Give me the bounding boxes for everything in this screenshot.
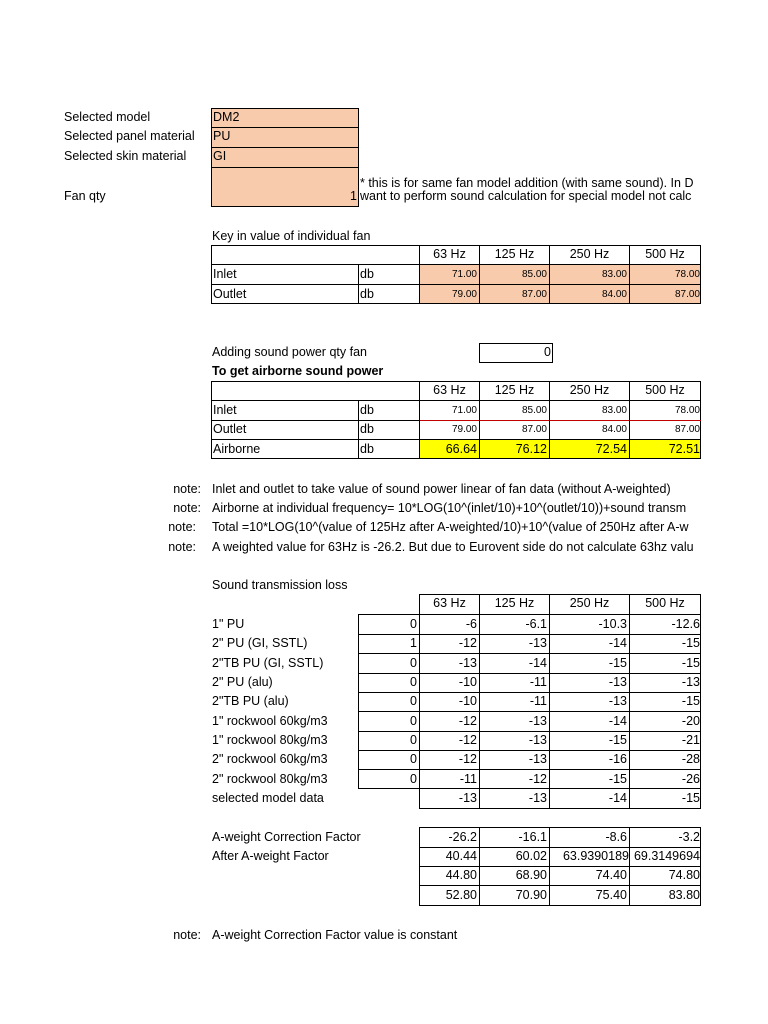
individual-fan-title: Key in value of individual fan (212, 229, 371, 243)
a-weight-cell: -8.6 (605, 830, 627, 844)
individual-inlet-500-input[interactable]: 78.00 (674, 269, 700, 280)
note-text: Inlet and outlet to take value of sound power linear of fan data (without A-weighted) (212, 482, 671, 496)
fan-qty-note-line2: want to perform sound calculation for special model not calc (360, 189, 692, 203)
transmission-cell: -13 (608, 694, 627, 708)
transmission-cell: -20 (681, 714, 700, 728)
transmission-flag-input[interactable]: 0 (410, 617, 417, 631)
transmission-cell: -14 (528, 656, 547, 670)
transmission-row-label: 1" rockwool 80kg/m3 (212, 733, 328, 747)
transmission-cell: -21 (681, 733, 700, 747)
transmission-row-label: 2"TB PU (GI, SSTL) (212, 656, 324, 670)
individual-inlet-125-input[interactable]: 85.00 (521, 269, 547, 280)
fan-qty-label: Fan qty (64, 189, 106, 203)
individual-header-250: 250 Hz (569, 247, 610, 261)
transmission-cell: -13 (528, 714, 547, 728)
adding-qty-input[interactable]: 0 (544, 345, 551, 359)
transmission-title: Sound transmission loss (212, 578, 348, 592)
individual-row-label: Outlet (213, 287, 247, 301)
footer-note-text: A-weight Correction Factor value is constant (212, 928, 458, 942)
transmission-cell: -12 (528, 772, 547, 786)
transmission-cell: -11 (459, 772, 477, 786)
airborne-header-500: 500 Hz (645, 383, 685, 397)
note-prefix: note: (168, 540, 196, 554)
transmission-cell: -15 (608, 772, 627, 786)
selected-model-data-cell: -15 (681, 791, 700, 805)
adding-qty-label: Adding sound power qty fan (212, 345, 367, 359)
transmission-cell: -13 (528, 733, 547, 747)
transmission-cell: -15 (681, 656, 700, 670)
airborne-title: To get airborne sound power (212, 364, 384, 378)
transmission-cell: -13 (681, 675, 700, 689)
selected-panel-label: Selected panel material (64, 129, 195, 143)
transmission-cell: -26 (681, 772, 700, 786)
airborne-total-cell: 66.64 (445, 442, 477, 456)
note-text: A weighted value for 63Hz is -26.2. But due to Eurovent side do not calculate 63hz valu (212, 540, 694, 554)
selected-panel-input[interactable]: PU (213, 129, 231, 143)
transmission-flag-input[interactable]: 0 (410, 752, 417, 766)
airborne-total-cell: 76.12 (515, 442, 547, 456)
transmission-cell: -16 (608, 752, 627, 766)
transmission-flag-input[interactable]: 0 (410, 694, 417, 708)
transmission-flag-input[interactable]: 1 (410, 636, 417, 650)
airborne-inlet-cell: 83.00 (601, 405, 627, 416)
individual-row-unit: db (360, 267, 374, 281)
airborne-row-label: Inlet (213, 403, 237, 417)
transmission-row-label: 2" rockwool 60kg/m3 (212, 752, 328, 766)
transmission-cell: -12 (458, 714, 477, 728)
selected-model-data-label: selected model data (212, 791, 324, 805)
airborne-outlet-cell: 87.00 (674, 424, 700, 435)
individual-outlet-500-input[interactable]: 87.00 (674, 289, 700, 300)
transmission-cell: -15 (608, 656, 627, 670)
transmission-cell: -11 (529, 675, 547, 689)
airborne-row-unit: db (360, 422, 374, 436)
transmission-flag-input[interactable]: 0 (410, 656, 417, 670)
a-weight-cell: 70.90 (515, 888, 547, 902)
airborne-total-cell: 72.54 (595, 442, 627, 456)
fan-qty-input[interactable]: 1 (350, 189, 357, 203)
individual-outlet-250-input[interactable]: 84.00 (601, 289, 627, 300)
a-weight-cell: 44.80 (445, 868, 477, 882)
airborne-inlet-cell: 85.00 (521, 405, 547, 416)
a-weight-cell: 63.9390189 (562, 849, 629, 863)
a-weight-cell: 60.02 (515, 849, 547, 863)
a-weight-cell: 74.80 (668, 868, 700, 882)
transmission-cell: -12 (458, 752, 477, 766)
airborne-header-63: 63 Hz (433, 383, 466, 397)
transmission-cell: -13 (528, 752, 547, 766)
transmission-cell: -15 (681, 694, 700, 708)
note-text: Total =10*LOG(10^(value of 125Hz after A-weighted/10)+10^(value of 250Hz after A-w (212, 520, 689, 534)
transmission-cell: -15 (681, 636, 700, 650)
transmission-header-125: 125 Hz (494, 596, 535, 610)
footer-note-prefix: note: (173, 928, 201, 942)
transmission-header-500: 500 Hz (645, 596, 685, 610)
transmission-cell: -14 (608, 636, 627, 650)
selected-model-input[interactable]: DM2 (213, 110, 240, 124)
transmission-row-label: 2" rockwool 80kg/m3 (212, 772, 328, 786)
airborne-outlet-cell: 79.00 (451, 424, 477, 435)
a-weight-cell: 69.3149694 (633, 849, 700, 863)
transmission-row-label: 1" PU (212, 617, 245, 631)
after-a-weight-label: After A-weight Factor (212, 849, 329, 863)
a-weight-cell: 74.40 (595, 868, 627, 882)
transmission-row-label: 1" rockwool 60kg/m3 (212, 714, 328, 728)
transmission-cell: -12 (458, 636, 477, 650)
fan-qty-note-line1: * this is for same fan model addition (with same sound). In D (360, 176, 694, 190)
individual-header-63: 63 Hz (433, 247, 466, 261)
selected-model-data-cell: -14 (608, 791, 627, 805)
individual-inlet-250-input[interactable]: 83.00 (601, 269, 627, 280)
note-text: Airborne at individual frequency= 10*LOG(10^(inlet/10)+10^(outlet/10))+sound transm (212, 501, 687, 515)
individual-outlet-125-input[interactable]: 87.00 (521, 289, 547, 300)
individual-row-unit: db (360, 287, 374, 301)
airborne-outlet-cell: 87.00 (521, 424, 547, 435)
airborne-total-cell: 72.51 (668, 442, 700, 456)
airborne-row-label: Airborne (213, 442, 261, 456)
transmission-row-label: 2" PU (alu) (212, 675, 273, 689)
a-weight-cell: 68.90 (515, 868, 547, 882)
transmission-cell: -10.3 (598, 617, 627, 631)
transmission-row-label: 2" PU (GI, SSTL) (212, 636, 308, 650)
transmission-flag-input[interactable]: 0 (410, 772, 417, 786)
airborne-header-125: 125 Hz (494, 383, 535, 397)
a-weight-correction-label: A-weight Correction Factor (212, 830, 361, 844)
transmission-row-label: 2"TB PU (alu) (212, 694, 289, 708)
note-prefix: note: (173, 501, 201, 515)
transmission-cell: -12 (458, 733, 477, 747)
transmission-flag-input[interactable]: 0 (410, 733, 417, 747)
airborne-inlet-cell: 71.00 (451, 405, 477, 416)
transmission-flag-input[interactable]: 0 (410, 714, 417, 728)
transmission-cell: -6.1 (525, 617, 547, 631)
transmission-cell: -6 (465, 617, 477, 631)
transmission-header-63: 63 Hz (433, 596, 466, 610)
note-prefix: note: (173, 482, 201, 496)
selected-model-label: Selected model (64, 110, 151, 124)
airborne-row-unit: db (360, 442, 374, 456)
individual-header-125: 125 Hz (494, 247, 535, 261)
airborne-row-unit: db (360, 403, 374, 417)
a-weight-cell: 75.40 (595, 888, 627, 902)
selected-model-data-cell: -13 (528, 791, 547, 805)
individual-outlet-63-input[interactable]: 79.00 (451, 289, 477, 300)
transmission-cell: -10 (458, 675, 477, 689)
transmission-cell: -13 (528, 636, 547, 650)
a-weight-cell: 83.80 (668, 888, 700, 902)
selected-skin-input[interactable]: GI (213, 149, 227, 163)
transmission-flag-input[interactable]: 0 (410, 675, 417, 689)
transmission-cell: -15 (608, 733, 627, 747)
airborne-row-label: Outlet (213, 422, 247, 436)
airborne-outlet-cell: 84.00 (601, 424, 627, 435)
transmission-cell: -13 (608, 675, 627, 689)
transmission-cell: -28 (681, 752, 700, 766)
transmission-cell: -13 (458, 656, 477, 670)
a-weight-cell: -3.2 (678, 830, 700, 844)
note-prefix: note: (168, 520, 196, 534)
transmission-header-250: 250 Hz (569, 596, 610, 610)
selected-skin-label: Selected skin material (64, 149, 187, 163)
individual-row-label: Inlet (213, 267, 237, 281)
airborne-inlet-cell: 78.00 (674, 405, 700, 416)
selected-model-data-cell: -13 (458, 791, 477, 805)
a-weight-cell: 40.44 (445, 849, 477, 863)
a-weight-cell: -16.1 (518, 830, 547, 844)
transmission-cell: -12.6 (671, 617, 700, 631)
transmission-cell: -10 (458, 694, 477, 708)
individual-inlet-63-input[interactable]: 71.00 (451, 269, 477, 280)
a-weight-cell: -26.2 (448, 830, 477, 844)
transmission-cell: -14 (608, 714, 627, 728)
a-weight-cell: 52.80 (445, 888, 477, 902)
airborne-header-250: 250 Hz (569, 383, 610, 397)
transmission-cell: -11 (529, 694, 547, 708)
individual-header-500: 500 Hz (645, 247, 685, 261)
